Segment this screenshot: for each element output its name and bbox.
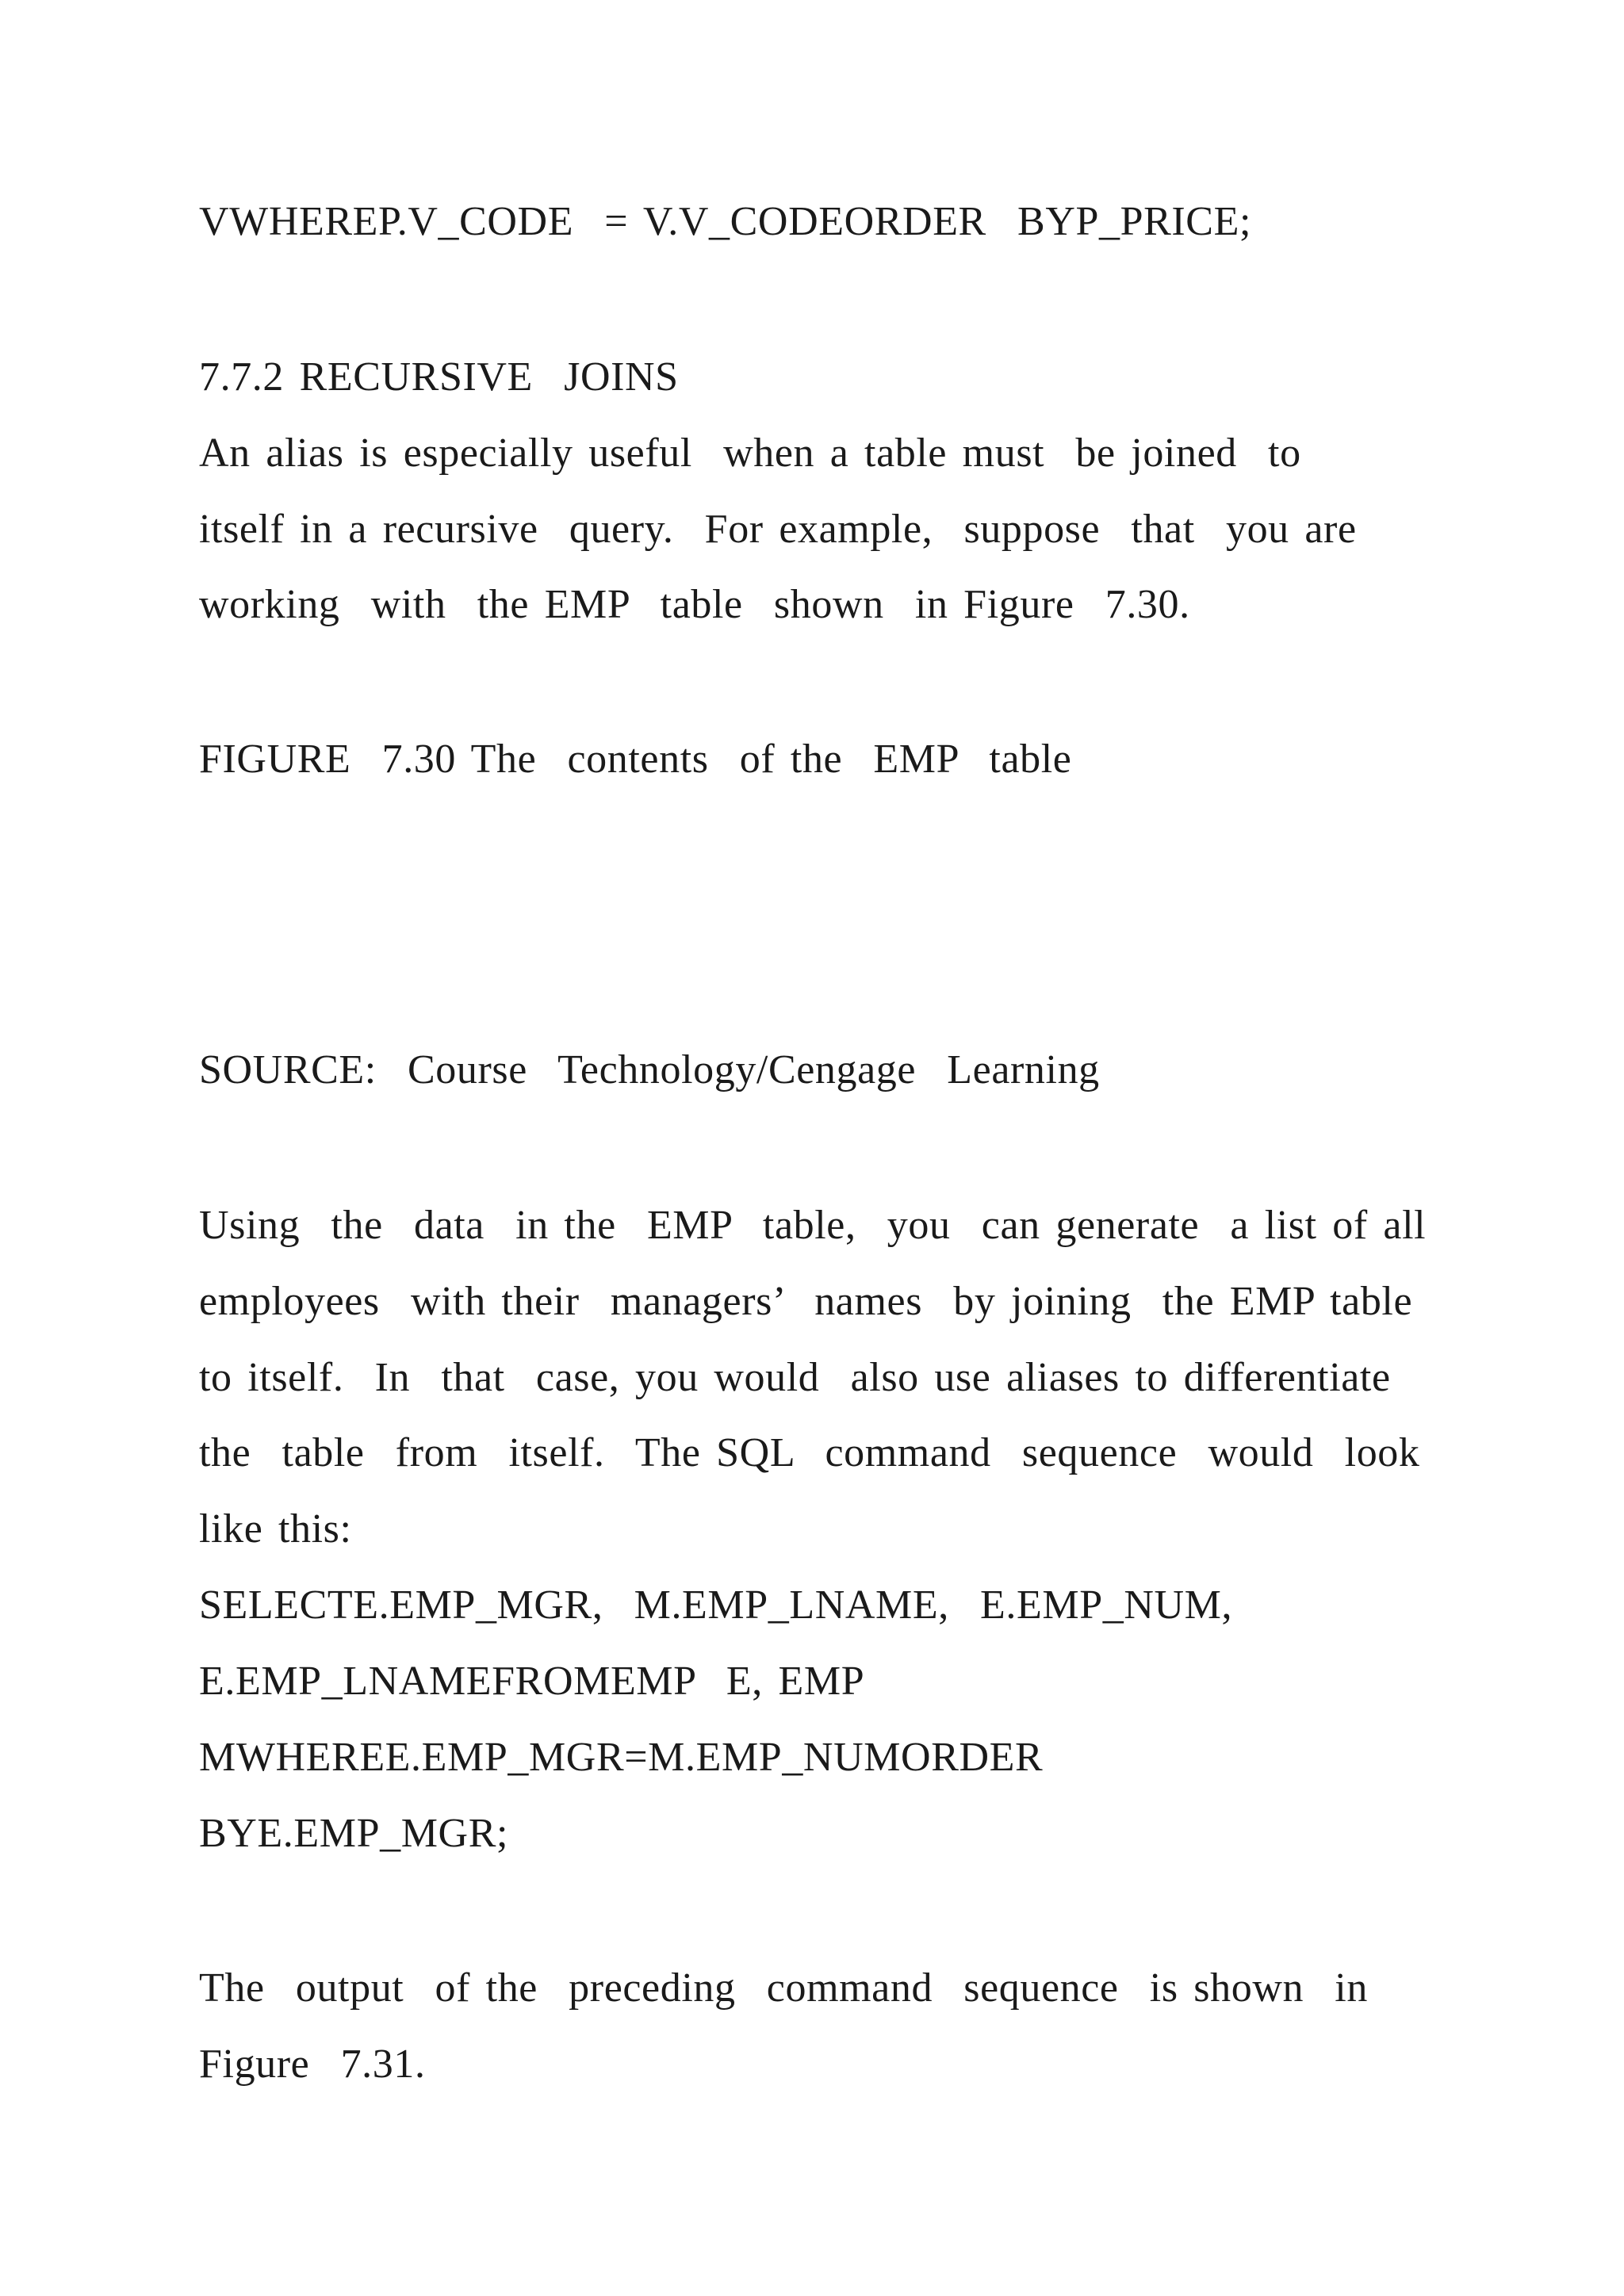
paragraph-line: The output of the preceding command sequence is shown in	[199, 1965, 1368, 2011]
sql-line: E.EMP_LNAMEFROMEMP E, EMP	[199, 1659, 865, 1704]
figure-source: SOURCE: Course Technology/Cengage Learning	[199, 1047, 1100, 1093]
paragraph-line: employees with their managers’ names by joining the EMP table	[199, 1279, 1413, 1324]
section-heading: 7.7.2 RECURSIVE JOINS	[199, 354, 679, 400]
paragraph-line: Figure 7.31.	[199, 2042, 426, 2087]
paragraph-line: the table from itself. The SQL command sequence would look	[199, 1430, 1420, 1475]
paragraph-line: An alias is especially useful when a table must be joined to	[199, 430, 1301, 476]
paragraph-line: to itself. In that case, you would also use aliases to differentiate	[199, 1355, 1391, 1400]
figure-caption: FIGURE 7.30 The contents of the EMP table	[199, 737, 1072, 782]
paragraph-line: working with the EMP table shown in Figure 7.30.	[199, 582, 1190, 627]
sql-line: BYE.EMP_MGR;	[199, 1811, 509, 1856]
paragraph-line: like this:	[199, 1506, 352, 1552]
paragraph-line: itself in a recursive query. For example, suppose that you are	[199, 507, 1357, 552]
sql-line: MWHEREE.EMP_MGR=M.EMP_NUMORDER	[199, 1735, 1044, 1780]
paragraph-line: Using the data in the EMP table, you can generate a list of all	[199, 1203, 1427, 1248]
sql-line-order-by-price: VWHEREP.V_CODE = V.V_CODEORDER BYP_PRICE;	[199, 199, 1252, 244]
sql-line: SELECTE.EMP_MGR, M.EMP_LNAME, E.EMP_NUM,	[199, 1582, 1233, 1628]
